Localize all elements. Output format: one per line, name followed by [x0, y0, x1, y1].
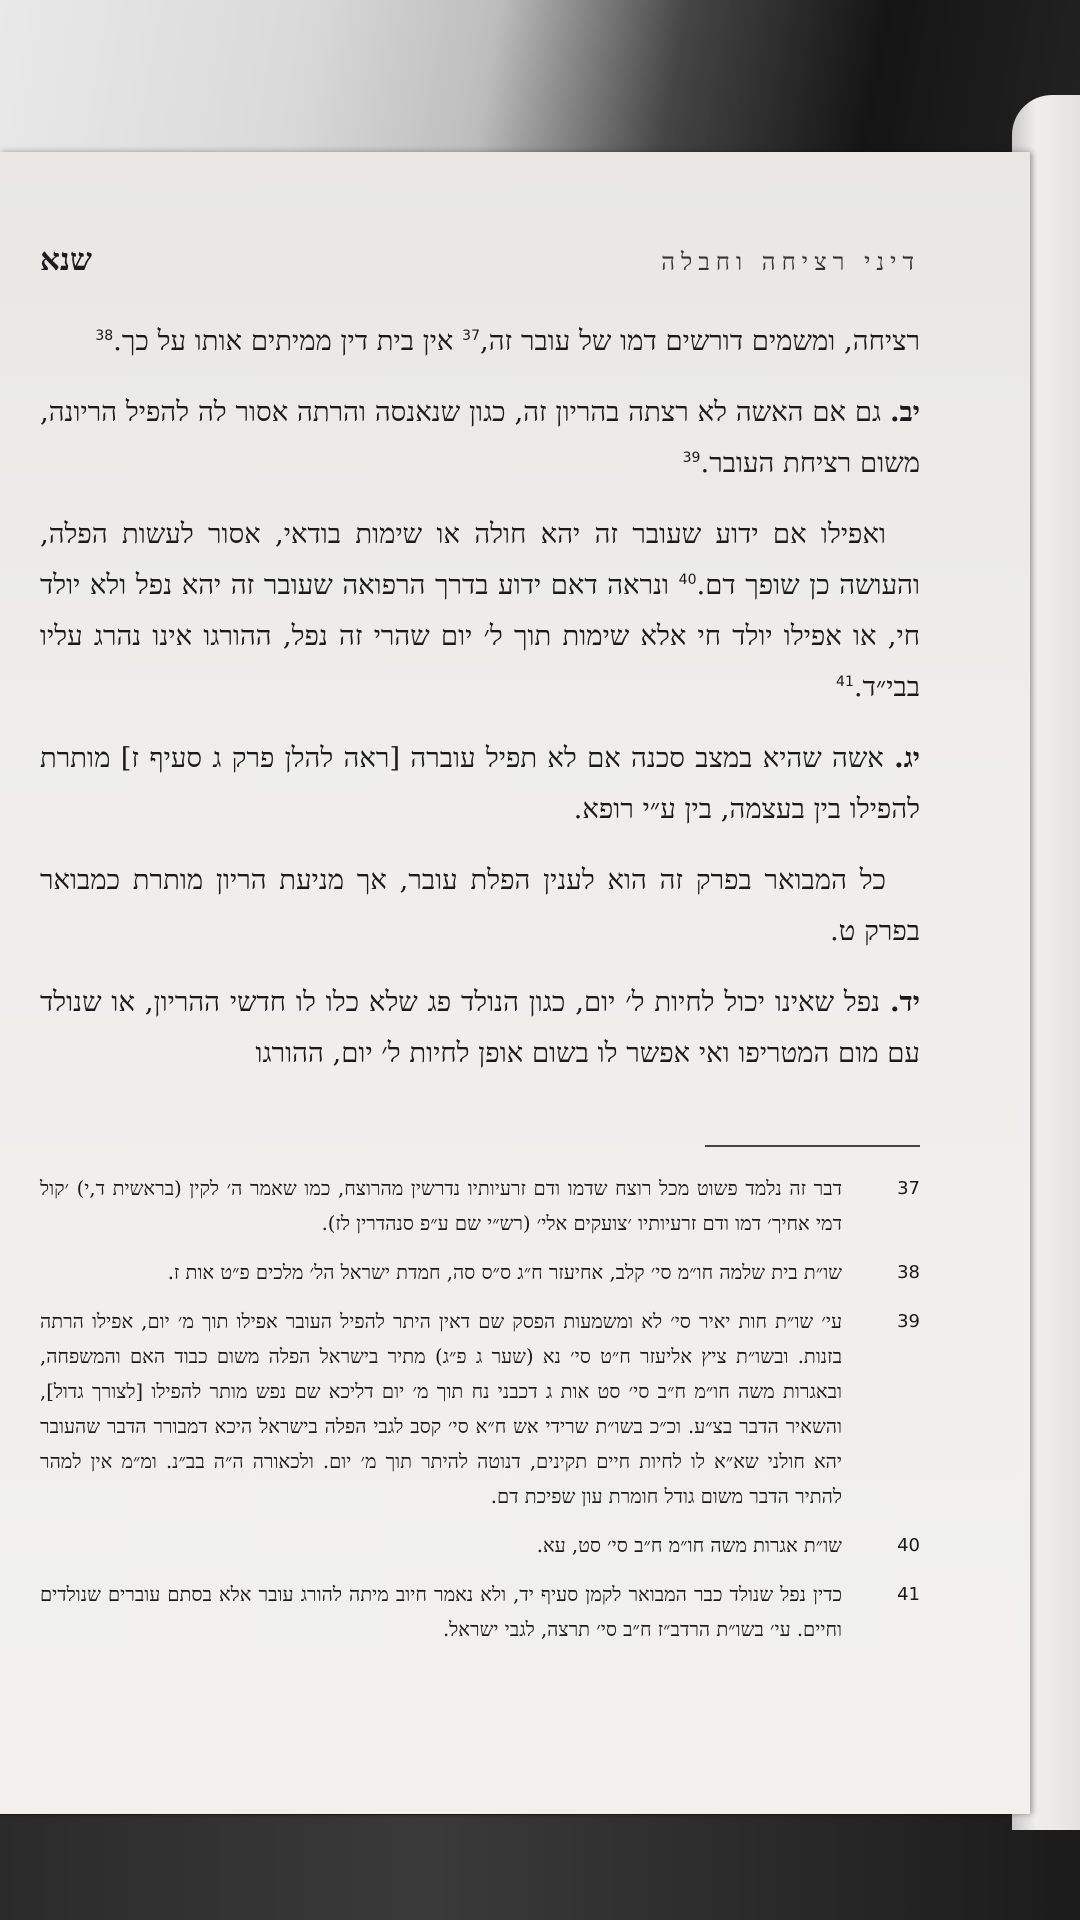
- paragraph-text: ואפילו אם ידוע שעובר זה יהא חולה או שימות בודאי, אסור לעשות הפלה, והעושה כן שופך דם.: [40, 518, 921, 601]
- footnote-text: כדין נפל שנולד כבר המבואר לקמן סעיף יד, ולא נאמר חיוב מיתה להורג עובר אלא בסתם עוברים שנולדים וחיים. עי׳ בשו״ת הרדב״ז ח״ב סי׳ תרצה, לגבי ישראל.: [40, 1583, 842, 1641]
- footnote-text: עי׳ שו״ת חות יאיר סי׳ לא ומשמעות הפסק שם דאין היתר להפיל העובר אפילו תוך מ׳ יום, אפילו הרתה בזנות. ובשו״ת ציץ אליעזר ח״ט סי׳ נא (שער ג פ״ג) מתיר בישראל הפלה משום כבוד האם והמשפחה, ובאגרות משה חו״מ ח״ב סי׳ סט אות ג דכבני נח תוך מ׳ יום דליכא שם נפש מותר להפילו [לצורך גדול], והשאיר הדבר בצ״ע. וכ״כ בשו״ת שרידי אש ח״א סי׳ קסב לגבי הפלה בישראל היכא דמבורר הדבר שהעובר יהא חולני שא״א לו לחיות חיים תקינים, דנוטה להיתר תוך מ׳ יום. ולכאורה ה״ה בב״נ. ומ״מ אין למהר להתיר הדבר משום גודל חומרת עון שפיכת דם.: [40, 1310, 842, 1508]
- footnote-text: שו״ת אגרות משה חו״מ ח״ב סי׳ סט, עא.: [536, 1534, 842, 1557]
- footnote: [40, 1577, 920, 1647]
- section-label: יד.: [889, 986, 920, 1018]
- running-title: דיני רציחה וחבלה: [661, 248, 920, 276]
- footnote-number: 39: [897, 1311, 920, 1332]
- footnote-number: 37: [897, 1178, 920, 1199]
- footnote: [40, 1304, 920, 1514]
- paragraph-section-12-cont: [40, 509, 920, 713]
- footnote-ref: 38: [95, 327, 114, 344]
- footnote-number: 38: [897, 1262, 920, 1283]
- paragraph-text: נפל שאינו יכול לחיות ל׳ יום, כגון הנולד פג שלא כלו לו חדשי ההריון, או שנולד עם מום המטריפו ואי אפשר לו בשום אופן לחיות ל׳ יום, ההורגו: [40, 986, 920, 1069]
- footnote-number: 40: [897, 1535, 920, 1556]
- paragraph-text: ונראה דאם ידוע בדרך הרפואה שעובר זה יהא נפל ולא יולד חי, או אפילו יולד חי אלא שימות תוך ל׳ יום שהרי זה נפל, ההורגו אינו נהרג עליו בבי״ד.: [40, 569, 920, 703]
- footnote: [40, 1528, 920, 1563]
- paragraph-section-12: [40, 387, 920, 489]
- page-header: [40, 242, 920, 302]
- paragraph-section-13: [40, 733, 920, 835]
- paragraph-text: אין בית דין ממיתים אותו על כך.: [113, 325, 463, 357]
- paragraph-continuation: [40, 316, 920, 367]
- book-page: [0, 152, 1030, 1814]
- section-label: יג.: [894, 742, 920, 774]
- footnote-text: שו״ת בית שלמה חו״מ סי׳ קלב, אחיעזר ח״ג ס״ס סה, חמדת ישראל הל׳ מלכים פ״ט אות ז.: [167, 1261, 842, 1284]
- footnote: [40, 1255, 920, 1290]
- footnotes: [40, 1171, 920, 1647]
- background-bottom: [0, 1815, 1080, 1920]
- section-label: יב.: [889, 396, 920, 428]
- paragraph-text: אשה שהיא במצב סכנה אם לא תפיל עוברה [ראה להלן פרק ג סעיף ז] מותרת להפילו בין בעצמה, בין ע״י רופא.: [40, 742, 920, 825]
- paragraph-section-14: [40, 977, 920, 1079]
- footnote: [40, 1171, 920, 1241]
- paragraph-text: גם אם האשה לא רצתה בהריון זה, כגון שנאנסה והרתה אסור לה להפיל הריונה, משום רציחת העובר.: [40, 396, 920, 479]
- background-top: [0, 0, 1080, 175]
- page-number: שנא: [40, 242, 92, 278]
- footnote-ref: 40: [678, 571, 697, 588]
- footnote-ref: 41: [836, 673, 854, 690]
- paragraph-section-13-cont: [40, 855, 920, 957]
- paragraph-text: רציחה, ומשמים דורשים דמו של עובר זה,: [480, 325, 920, 357]
- footnote-ref: 39: [682, 449, 701, 466]
- footnote-number: 41: [897, 1584, 920, 1605]
- footnote-divider: [705, 1145, 920, 1147]
- page-content: [40, 242, 920, 1782]
- footnote-ref: 37: [462, 327, 480, 344]
- paragraph-text: כל המבואר בפרק זה הוא לענין הפלת עובר, אך מניעת הריון מותרת כמבואר בפרק ט.: [40, 864, 920, 947]
- footnote-text: דבר זה נלמד פשוט מכל רוצח שדמו ודם זרעיותיו נדרשין מהרוצח, כמו שאמר ה׳ לקין (בראשית ד,י) ׳קול דמי אחיך׳ דמו ודם זרעיותיו ׳צועקים אלי׳ (רש״י שם ע״פ סנהדרין לז).: [40, 1177, 842, 1235]
